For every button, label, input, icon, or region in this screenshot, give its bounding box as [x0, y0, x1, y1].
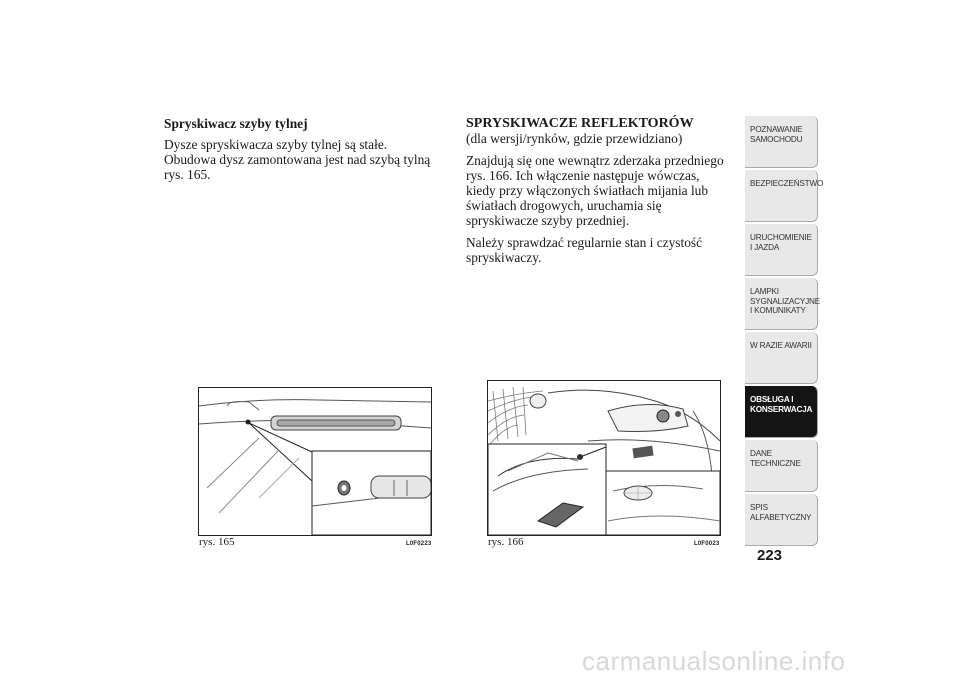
- tab-obsluga-i-konserwacja[interactable]: [745, 386, 818, 438]
- headlight-washers-note: (dla wersji/rynków, gdzie przewidziano): [466, 131, 683, 146]
- figure-166-code: L0F0023: [694, 541, 720, 547]
- rear-washer-subheading: Spryskiwacz szyby tylnej: [164, 116, 308, 131]
- headlight-washers-paragraph-1: Znajdują się one wewnątrz zderzaka przedniego rys. 166. Ich włączenie następuje wówczas, kiedy przy włączonych światłach mijania lub światłach drogowych, uruchamia się spryskiwacze szyby przedniej.: [466, 153, 724, 228]
- tab-label: POZNAWANIE SAMOCHODU: [750, 125, 803, 144]
- figure-165-caption: rys. 165: [199, 536, 235, 548]
- tab-spis-alfabetyczny[interactable]: [745, 494, 818, 546]
- tab-label: BEZPIECZEŃSTWO: [750, 179, 824, 188]
- headlight-washer-drawing: [488, 381, 720, 535]
- tab-uruchomienie-i-jazda[interactable]: [745, 224, 818, 276]
- figure-rear-washer-illustration: [198, 387, 432, 536]
- tab-label: URUCHOMIENIE I JAZDA: [750, 233, 812, 252]
- tab-label: LAMPKI SYGNALIZACYJNE I KOMUNIKATY: [750, 287, 820, 315]
- rear-washer-drawing: [199, 388, 431, 535]
- page-number: 223: [757, 547, 783, 564]
- tab-label: OBSŁUGA I KONSERWACJA: [750, 395, 813, 414]
- tab-w-razie-awarii[interactable]: [745, 332, 818, 384]
- figure-166-caption: rys. 166: [488, 536, 524, 548]
- figure-165-code: L0F0223: [406, 541, 432, 547]
- tab-dane-techniczne[interactable]: [745, 440, 818, 492]
- headlight-washers-heading: SPRYSKIWACZE REFLEKTORÓW: [466, 116, 694, 131]
- tab-bezpieczenstwo[interactable]: [745, 170, 824, 222]
- tab-label: W RAZIE AWARII: [750, 341, 812, 350]
- watermark: carmanualsonline.info: [582, 646, 846, 676]
- tab-label: DANE TECHNICZNE: [750, 449, 801, 468]
- tab-label: SPIS ALFABETYCZNY: [750, 503, 812, 522]
- tab-poznawanie-samochodu[interactable]: [745, 116, 818, 168]
- right-column: [466, 116, 732, 272]
- rear-washer-paragraph: Dysze spryskiwacza szyby tylnej są stałe. Obudowa dysz zamontowana jest nad szybą tylną rys. 165.: [164, 137, 431, 182]
- figure-headlight-washer-illustration: [487, 380, 721, 536]
- left-column: [164, 116, 439, 189]
- headlight-washers-paragraph-2: Należy sprawdzać regularnie stan i czystość spryskiwaczy.: [466, 235, 703, 265]
- section-tabs: [745, 116, 824, 548]
- tab-lampki-sygnalizacyjne[interactable]: [745, 278, 818, 330]
